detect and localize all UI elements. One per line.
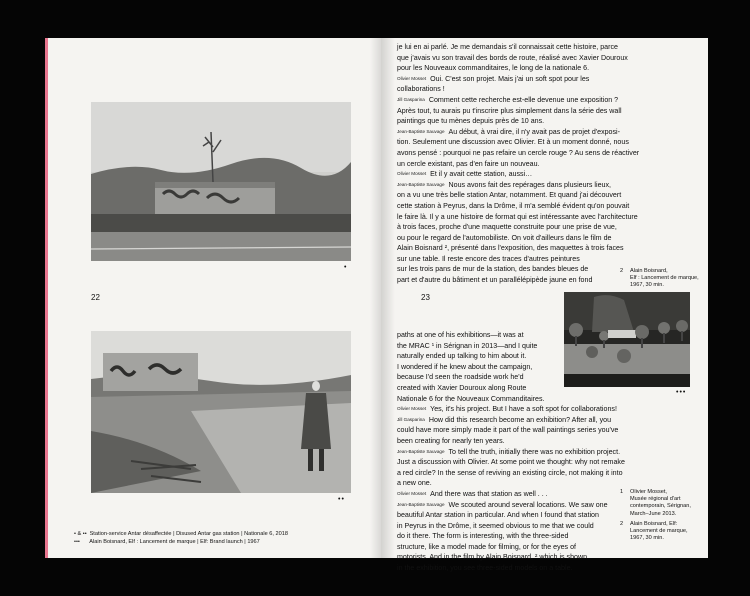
- text-line: que j'avais vu son travail des bords de route, réalisé avec Xavier Douroux: [397, 53, 628, 62]
- speaker-name: Jean-Baptiste Sauvage: [397, 448, 445, 454]
- paragraph: [397, 74, 642, 95]
- text-line: Nous avons fait des repérages dans plusieurs lieux,: [448, 180, 611, 189]
- text-line: Comment cette recherche est-elle devenue une exposition ?: [428, 95, 619, 104]
- footnote-line: 1967, 30 min.: [630, 282, 664, 289]
- french-footnote: [620, 268, 700, 293]
- footnote-line: Musée régional d'art: [630, 496, 681, 503]
- speaker-name: Jean-Baptiste Sauvage: [397, 501, 445, 507]
- text-line: because I'd seen the roadside work he'd: [397, 373, 524, 382]
- text-line: do it there. The form is interesting, with the three-sided: [397, 532, 569, 541]
- footnote-line: contemporain, Sérignan,: [630, 503, 691, 510]
- text-line: le faire là. Il y a une histoire de format qui est intéressante avec l'architecture: [397, 212, 638, 221]
- caption-block: [74, 530, 288, 546]
- photo-marker-bottom: ••: [338, 496, 345, 503]
- text-line: a red circle? In the sense of reviving an existing circle, not making it into: [397, 468, 623, 477]
- page-number-right: 23: [421, 293, 430, 302]
- text-line: could have more simply made it part of the wall paintings series you've: [397, 426, 619, 435]
- caption-marker: •••: [74, 539, 80, 545]
- text-line: created with Xavier Douroux along Route: [397, 383, 527, 392]
- paragraph: [397, 415, 642, 447]
- text-line: been creating for nearly ten years.: [397, 436, 505, 445]
- caption-text: Alain Boisnard, Elf : Lancement de marque | Elf: Brand launch | 1967: [89, 539, 260, 545]
- paragraph: [397, 95, 642, 127]
- paragraph: [397, 404, 642, 415]
- footnote-number: 2: [620, 268, 624, 274]
- photo-marker-table: •••: [676, 389, 687, 396]
- paragraph: [397, 42, 642, 74]
- text-line: Nationale 6 for the Nouveaux Commanditaires.: [397, 394, 545, 403]
- caption-text: Station-service Antar désaffectée | Disused Antar gas station | Nationale 6, 2018: [89, 531, 288, 537]
- paragraph: [397, 169, 642, 180]
- footnote-line: 1967, 30 min.: [630, 535, 664, 542]
- text-line: on a vu une très belle station Antar, notamment. Et quand j'ai découvert: [397, 191, 622, 200]
- text-line: sur les trois pans de mur de la station, des bandes bleues de: [397, 265, 589, 274]
- paragraph: [397, 180, 642, 286]
- footnote-number: 2: [620, 520, 624, 527]
- paragraph: [397, 489, 642, 500]
- text-line: in Peyrus in the Drôme, it seemed obvious to me that we could: [397, 521, 594, 530]
- page-number-left: 22: [91, 293, 100, 302]
- speaker-name: Olivier Mosset: [397, 406, 427, 412]
- text-line: To tell the truth, initially there was no exhibition project.: [448, 447, 621, 456]
- speaker-name: Jill Gasparina: [397, 416, 425, 422]
- footnote-line: Elf : Lancement de marque,: [630, 275, 699, 282]
- footnote: [620, 489, 705, 518]
- footnote-line: March–June 2013.: [630, 510, 677, 517]
- caption-marker: • & ••: [74, 531, 87, 537]
- caption-line: [74, 538, 288, 546]
- text-line: sur une table. Il reste encore des traces d'autres peintures: [397, 254, 580, 263]
- text-line: a new one.: [397, 479, 432, 488]
- text-line: We scouted around several locations. We saw one: [448, 500, 608, 509]
- text-line: collaborations !: [397, 85, 445, 94]
- french-text: [397, 42, 642, 286]
- text-line: in the exhibition, you see three-sided models on a table.: [397, 564, 573, 573]
- text-line: paintings que tu mènes depuis près de 10 ans.: [397, 117, 545, 126]
- footnote-line: Olivier Mosset,: [630, 489, 667, 495]
- text-line: Et il y avait cette station, aussi…: [430, 170, 533, 179]
- paragraph: [397, 330, 642, 404]
- text-line: paths at one of his exhibitions—it was at: [397, 331, 524, 339]
- text-line: Après tout, tu aurais pu t'inscrire plus simplement dans la série des wall: [397, 106, 622, 115]
- footnote-line: Alain Boisnard, Elf:: [630, 520, 678, 527]
- photo-walking-figure: [91, 331, 351, 493]
- gutter-shadow: [381, 38, 395, 558]
- text-line: un cercle existant, pas d'en faire un nouveau.: [397, 159, 540, 168]
- left-page: [45, 38, 384, 558]
- text-line: beautiful Antar station in particular. And when I found that station: [397, 511, 599, 520]
- paragraph: [397, 447, 642, 489]
- text-line: part et d'autre du bâtiment et un parallélépipède jaune en fond: [397, 276, 593, 285]
- speaker-name: Olivier Mosset: [397, 75, 427, 81]
- english-footnotes: [620, 489, 705, 545]
- speaker-name: Jean-Baptiste Sauvage: [397, 181, 445, 187]
- english-text: [397, 330, 642, 574]
- speaker-name: Jean-Baptiste Sauvage: [397, 128, 445, 134]
- text-line: I wondered if he knew about the campaign,: [397, 362, 533, 371]
- text-line: je lui en ai parlé. Je me demandais s'il connaissait cette histoire, parce: [397, 43, 618, 51]
- text-line: à trois faces, proche d'une maquette construite pour une prise de vue,: [397, 223, 617, 232]
- footnote-line: Lancement de marque,: [630, 528, 688, 535]
- footnote-number: 1: [620, 489, 624, 495]
- text-line: cette station à Peyrus, dans la Drôme, il m'a semblé évident qu'on pouvait: [397, 201, 630, 210]
- paragraph: [397, 127, 642, 169]
- text-line: structure, like a model made for filming, or for the eyes of: [397, 542, 576, 551]
- text-line: Oui. C'est son projet. Mais j'ai un soft spot pour les: [430, 74, 590, 83]
- text-line: motorists. And in the film by Alain Boisnard, ² which is shown: [397, 553, 588, 562]
- text-line: Alain Boisnard ², présenté dans l'exposition, des maquettes à trois faces: [397, 244, 624, 253]
- text-line: ou pour le regard de l'automobiliste. On voit d'ailleurs dans le film de: [397, 233, 612, 242]
- text-line: naturally ended up talking to him about it.: [397, 352, 527, 361]
- text-line: pour les Nouveaux commanditaires, le long de la nationale 6.: [397, 64, 590, 73]
- footnote: [620, 521, 705, 543]
- text-line: And there was that station as well . . .: [430, 489, 548, 498]
- caption-line: [74, 530, 288, 538]
- speaker-name: Jill Gasparina: [397, 96, 425, 102]
- text-line: the MRAC ¹ in Sérignan in 2013—and I quite: [397, 341, 538, 350]
- photo-marker-top: •: [344, 264, 348, 271]
- speaker-name: Olivier Mosset: [397, 490, 427, 496]
- paragraph: [397, 500, 642, 574]
- text-line: How did this research become an exhibition? After all, you: [428, 415, 612, 424]
- footnote: [620, 268, 700, 290]
- footnote-line: Alain Boisnard,: [630, 268, 668, 274]
- text-line: Au début, à vrai dire, il n'y avait pas de projet d'exposi-: [448, 127, 620, 136]
- photo-roadside-station: [91, 102, 351, 261]
- text-line: avons pensé : pourquoi ne pas refaire un cercle rouge ? Au sens de réactiver: [397, 148, 640, 157]
- text-line: Just a discussion with Olivier. At some point we thought: why not remake: [397, 458, 625, 467]
- speaker-name: Olivier Mosset: [397, 171, 427, 177]
- text-line: tion. Seulement une discussion avec Olivier. Et à un moment donné, nous: [397, 138, 629, 147]
- right-page: [381, 38, 708, 573]
- text-line: Yes, it's his project. But I have a soft spot for collaborations!: [430, 405, 617, 414]
